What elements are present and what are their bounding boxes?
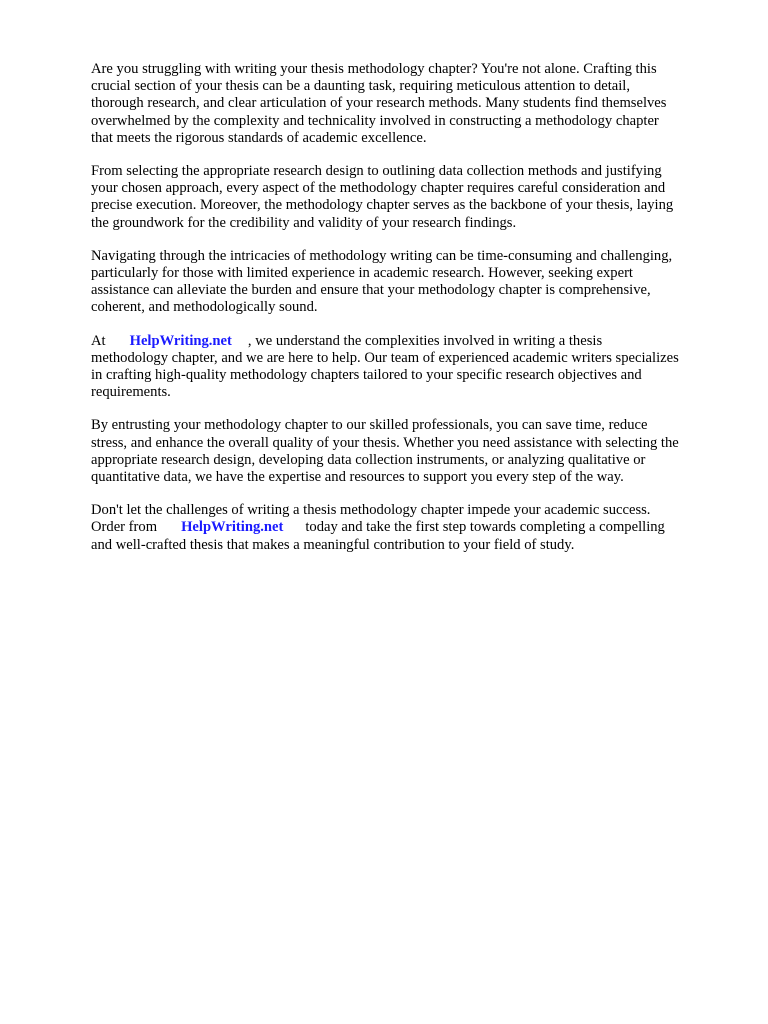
paragraph-order-suffix: today and take the first step towards completing a compelling and well-crafted thesis that makes a meaningful contribution to your field of study. [91, 519, 665, 553]
helpwriting-order-link[interactable]: HelpWriting.net [181, 519, 284, 536]
paragraph-research-design: From selecting the appropriate research design to outlining data collection methods and justifying your chosen approach, every aspect of the methodology chapter requires careful consideration and precise execution. Moreover, the methodology chapter serves as the backbone of your thesis, laying the groundwork for the credibility and validity of your research findings. [91, 163, 674, 231]
paragraph-helpwriting [91, 333, 731, 402]
paragraph-entrusting: By entrusting your methodology chapter to our skilled professionals, you can save time, reduce stress, and enhance the overall quality of your thesis. Whether you need assistance with selecting the appropriate research design, developing data collection instruments, or analyzing qualitative or quantitative data, we have the expertise and resources to support you every step of the way. [91, 417, 679, 486]
document-page [91, 61, 731, 570]
paragraph-order [91, 502, 731, 554]
paragraph-intro: Are you struggling with writing your thesis methodology chapter? You're not alone. Crafting this crucial section of your thesis can be a daunting task, requiring meticulous attention to detail, thorough research, and clear articulation of your research methods. Many students find themselves overwhelmed by the complexity and technicality involved in constructing a methodology chapter that meets the rigorous standards of academic excellence. [91, 61, 667, 146]
helpwriting-link[interactable]: HelpWriting.net [129, 332, 232, 349]
paragraph-order-prefix: Order from [91, 519, 158, 536]
paragraph-helpwriting-prefix: At [91, 332, 106, 349]
paragraph-order-line1: Don't let the challenges of writing a thesis methodology chapter impede your academic success. [91, 502, 651, 519]
paragraph-helpwriting-suffix: , we understand the complexities involved in writing a thesis methodology chapter, and we are here to help. Our team of experienced academic writers specializes in crafting high-quality methodology chapters tailored to your specific research objectives and requirements. [91, 332, 679, 401]
paragraph-navigating: Navigating through the intricacies of methodology writing can be time-consuming and challenging, particularly for those with limited experience in academic research. However, seeking expert assistance can alleviate the burden and ensure that your methodology chapter is comprehensive, coherent, and methodologically sound. [91, 247, 673, 316]
